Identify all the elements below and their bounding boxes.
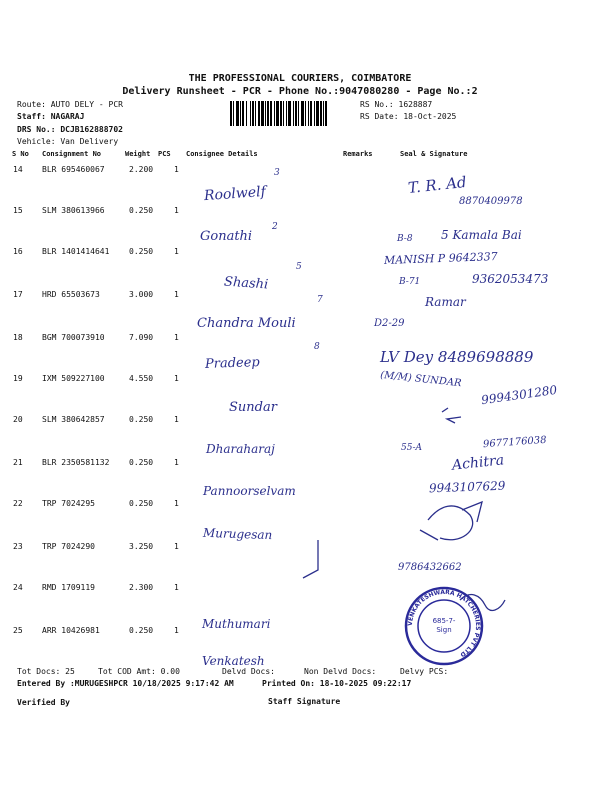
row-pcs: 1: [174, 626, 179, 635]
handwriting: B-71: [399, 277, 421, 287]
row-sno: 16: [13, 247, 23, 256]
row-weight: 3.000: [129, 290, 154, 299]
row-weight: 3.250: [129, 542, 154, 551]
col-pcs: PCS: [158, 150, 171, 158]
staff-label: Staff: NAGARAJ: [17, 112, 85, 121]
company-seal-stamp: [403, 585, 485, 667]
handwriting: Dharaharaj: [206, 442, 275, 456]
handwriting: MANISH P 9642337: [383, 250, 498, 267]
row-pcs: 1: [174, 333, 179, 342]
handwriting: Sundar: [229, 400, 277, 415]
row-weight: 7.090: [129, 333, 154, 342]
row-pcs: 1: [174, 165, 179, 174]
row-weight: 2.200: [129, 165, 154, 174]
row-sno: 18: [13, 333, 23, 342]
handwriting: (M/M) SUNDAR: [379, 369, 462, 390]
row-cons: ARR 10426981: [42, 626, 100, 635]
entered-by: Entered By :MURUGESHPCR 10/18/2025 9:17:42 AM: [17, 679, 234, 688]
row-cons: SLM 380642857: [42, 415, 105, 424]
non-delivered-docs: Non Delvd Docs:: [304, 667, 377, 676]
pen-stroke: [420, 530, 438, 540]
handwriting: Pradeep: [204, 355, 260, 372]
row-cons: SLM 380613966: [42, 206, 105, 215]
pen-stroke: [447, 417, 461, 423]
pen-stroke: [442, 408, 448, 412]
row-cons: IXM 509227100: [42, 374, 105, 383]
row-pcs: 1: [174, 206, 179, 215]
handwriting: Murugesan: [202, 525, 273, 543]
handwriting: 7: [317, 295, 323, 305]
row-pcs: 1: [174, 458, 179, 467]
row-weight: 0.250: [129, 626, 154, 635]
col-sno: S No: [12, 150, 29, 158]
col-seal: Seal & Signature: [400, 150, 468, 158]
handwriting: 9943107629: [428, 478, 506, 496]
row-weight: 0.250: [129, 499, 154, 508]
handwriting: Achitra: [451, 452, 505, 474]
row-weight: 0.250: [129, 415, 154, 424]
handwriting: 9362053473: [472, 272, 549, 286]
handwriting: 5: [296, 262, 302, 272]
runsheet-subtitle: Delivery Runsheet - PCR - Phone No.:9047080280 - Page No.:2: [122, 86, 478, 97]
handwriting: 9994301280: [480, 382, 558, 408]
handwriting: D2-29: [374, 318, 405, 329]
col-remarks: Remarks: [343, 150, 373, 158]
row-pcs: 1: [174, 499, 179, 508]
row-cons: BGM 700073910: [42, 333, 105, 342]
rs-date: RS Date: 18-Oct-2025: [360, 112, 457, 121]
handwriting: Ramar: [425, 295, 466, 309]
total-docs: Tot Docs: 25: [17, 667, 75, 676]
row-pcs: 1: [174, 290, 179, 299]
row-sno: 20: [13, 415, 23, 424]
row-pcs: 1: [174, 583, 179, 592]
row-pcs: 1: [174, 247, 179, 256]
row-pcs: 1: [174, 542, 179, 551]
row-sno: 24: [13, 583, 23, 592]
row-cons: HRD 65503673: [42, 290, 100, 299]
pen-stroke: [428, 506, 473, 540]
row-sno: 14: [13, 165, 23, 174]
handwriting: B-8: [397, 234, 413, 244]
row-sno: 17: [13, 290, 23, 299]
pen-stroke: [462, 502, 482, 522]
handwriting: 2: [272, 222, 278, 232]
row-weight: 0.250: [129, 247, 154, 256]
verified-by: Verified By: [17, 698, 70, 707]
handwriting: Pannoorselvam: [203, 484, 296, 498]
delivered-docs: Delvd Docs:: [222, 667, 275, 676]
handwriting: T. R. Ad: [407, 172, 468, 198]
handwriting: LV Dey 8489698889: [380, 348, 534, 366]
row-sno: 15: [13, 206, 23, 215]
total-cod: Tot COD Amt: 0.00: [98, 667, 180, 676]
svg-text:VENKATESHWARA HATCHERIES PVT L: VENKATESHWARA HATCHERIES PVT LTD: [406, 588, 482, 659]
row-cons: BLR 2350581132: [42, 458, 110, 467]
rs-number: RS No.: 1628887: [360, 100, 433, 109]
barcode-icon: [230, 101, 358, 126]
row-weight: 0.250: [129, 458, 154, 467]
handwriting: Roolwelf: [203, 183, 267, 205]
vehicle-label: Vehicle: Van Delivery: [17, 137, 119, 146]
handwriting: 5 Kamala Bai: [441, 228, 522, 242]
row-weight: 0.250: [129, 206, 154, 215]
drs-number: DRS No.: DCJB162888702: [17, 125, 123, 134]
row-pcs: 1: [174, 374, 179, 383]
handwriting: 3: [274, 168, 280, 178]
company-title: THE PROFESSIONAL COURIERS, COIMBATORE: [188, 73, 412, 84]
pen-stroke: [303, 540, 318, 578]
row-cons: TRP 7024295: [42, 499, 95, 508]
handwriting: Shashi: [223, 274, 269, 293]
row-sno: 25: [13, 626, 23, 635]
col-consignment: Consignment No: [42, 150, 102, 158]
row-cons: RMD 1709119: [42, 583, 95, 592]
handwriting: Muthumari: [202, 617, 271, 631]
row-weight: 4.550: [129, 374, 154, 383]
route-label: Route: AUTO DELY - PCR: [17, 100, 123, 109]
row-sno: 22: [13, 499, 23, 508]
handwriting: 55-A: [401, 443, 422, 453]
row-cons: BLR 695460067: [42, 165, 105, 174]
row-sno: 19: [13, 374, 23, 383]
row-cons: TRP 7024290: [42, 542, 95, 551]
handwriting: 9786432662: [398, 562, 462, 573]
row-weight: 2.300: [129, 583, 154, 592]
delivery-pcs: Delvy PCS:: [400, 667, 449, 676]
row-cons: BLR 1401414641: [42, 247, 110, 256]
row-sno: 23: [13, 542, 23, 551]
svg-text:Sign: Sign: [436, 626, 452, 634]
handwriting: Chandra Mouli: [197, 316, 296, 331]
row-pcs: 1: [174, 415, 179, 424]
col-consignee: Consignee Details: [186, 150, 258, 158]
handwriting: Venkatesh: [202, 654, 265, 668]
svg-text:685-7-: 685-7-: [432, 617, 456, 625]
row-sno: 21: [13, 458, 23, 467]
handwriting: 8870409978: [459, 196, 523, 207]
printed-on: Printed On: 18-10-2025 09:22:17: [262, 679, 412, 688]
handwriting: 9677176038: [482, 434, 547, 451]
handwriting: Gonathi: [200, 229, 253, 244]
col-weight: Weight: [125, 150, 151, 158]
staff-signature: Staff Signature: [268, 697, 341, 706]
handwriting: 8: [314, 342, 320, 352]
